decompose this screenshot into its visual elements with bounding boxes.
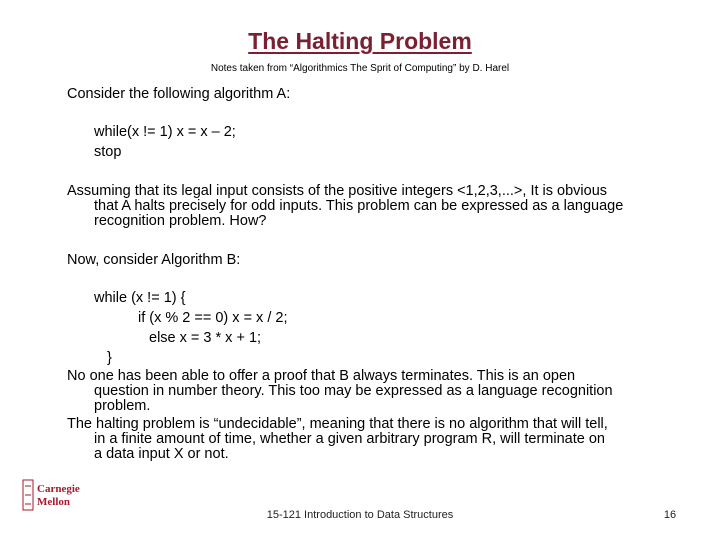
code-line-b2: if (x % 2 == 0) x = x / 2; (138, 310, 288, 326)
paragraph-b-line-3: problem. (94, 398, 151, 414)
code-line-b1: while (x != 1) { (94, 290, 186, 306)
paragraph-a-line-1: Assuming that its legal input consists of the positive integers <1,2,3,...>, It is obvious (67, 183, 608, 199)
logo-text-carnegie: Carnegie (37, 483, 80, 495)
code-line-b4: } (107, 350, 112, 366)
page-number: 16 (663, 509, 677, 521)
intro-algorithm-a: Consider the following algorithm A: (67, 86, 291, 102)
paragraph-b-line-2: question in number theory. This too may be expressed as a language recognition (94, 383, 613, 399)
footer-course-title: 15-121 Introduction to Data Structures (266, 509, 454, 521)
paragraph-a-line-2: that A halts precisely for odd inputs. This problem can be expressed as a language (94, 198, 624, 214)
slide-title: The Halting Problem (248, 28, 472, 54)
university-seal-icon (22, 478, 88, 514)
paragraph-a-line-3: recognition problem. How? (94, 213, 267, 229)
carnegie-mellon-logo (22, 478, 88, 514)
code-line-b3: else x = 3 * x + 1; (149, 330, 262, 346)
slide-subtitle: Notes taken from “Algorithmics The Sprit of Computing” by D. Harel (210, 63, 510, 74)
halting-line-3: a data input X or not. (94, 446, 229, 462)
paragraph-b-line-1: No one has been able to offer a proof that B always terminates. This is an open (67, 368, 576, 384)
logo-text-mellon: Mellon (37, 496, 70, 508)
code-line-a1: while(x != 1) x = x – 2; (94, 124, 236, 140)
code-line-a2: stop (94, 144, 122, 160)
halting-line-2: in a finite amount of time, whether a given arbitrary program R, will terminate on (94, 431, 605, 447)
halting-line-1: The halting problem is “undecidable”, meaning that there is no algorithm that will tell, (67, 416, 608, 432)
intro-algorithm-b: Now, consider Algorithm B: (67, 252, 241, 268)
